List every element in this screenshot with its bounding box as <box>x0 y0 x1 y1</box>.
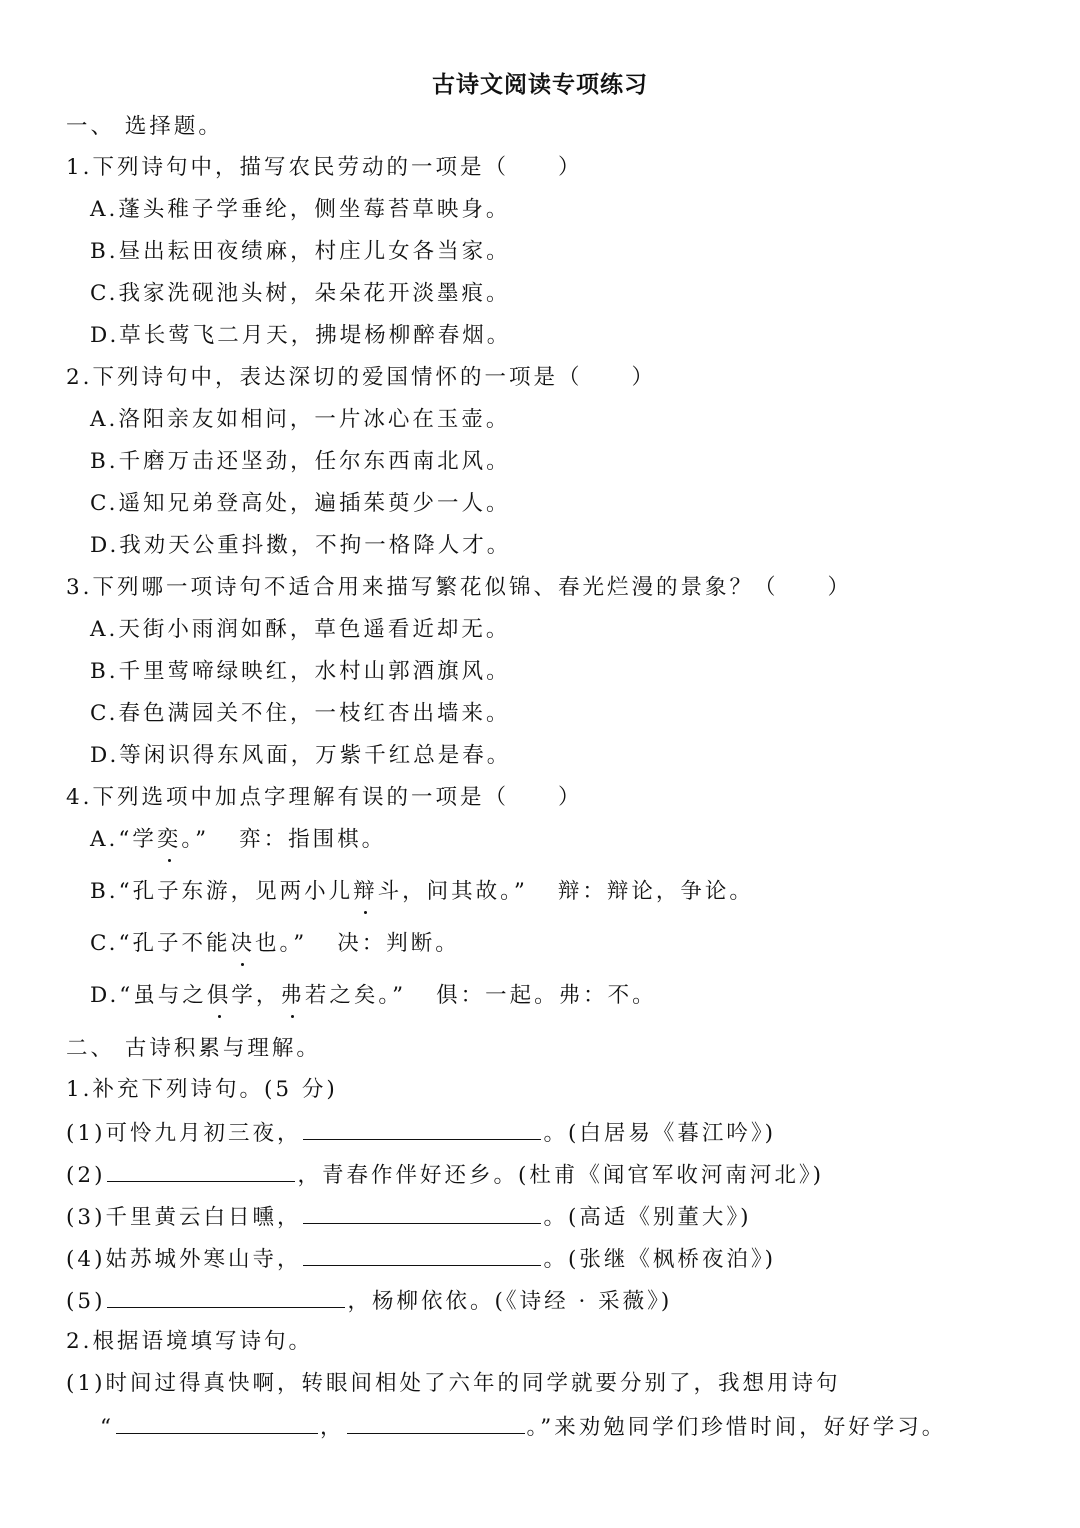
dotted-char: 弗 <box>280 981 305 1011</box>
option-c-explanation: 决：判断。 <box>337 931 460 956</box>
option-text: D.我劝天公重抖擞，不拘一格降人才。 <box>90 533 512 558</box>
fill-item-prefix: (4)姑苏城外寒山寺， <box>66 1247 302 1272</box>
page-title: 古诗文阅读专项练习 <box>432 72 648 98</box>
option-a-explanation: 弈：指围棋。 <box>239 827 387 852</box>
option-text: C.遥知兄弟登高处，遍插茱萸少一人。 <box>90 491 511 516</box>
question-stem: 1.下列诗句中，描写农民劳动的一项是（ ） <box>66 155 583 180</box>
option-text: B.千磨万击还坚劲，任尔东西南北风。 <box>90 449 511 474</box>
dotted-char: 决 <box>231 929 256 959</box>
option-a-quote-start: A.“学 <box>90 827 157 852</box>
option-b <box>90 877 754 907</box>
question-stem: 1.补充下列诗句。(5 分) <box>66 1077 338 1102</box>
fill-item-prefix: (3)千里黄云白日曛， <box>66 1205 302 1230</box>
context-text: (1)时间过得真快啊，转眼间相处了六年的同学就要分别了，我想用诗句 <box>66 1371 841 1396</box>
dotted-char: 奕 <box>157 825 182 855</box>
answer-blank[interactable] <box>116 1411 318 1434</box>
option-d-quote-mid: 学， <box>231 983 281 1008</box>
option-d-quote-start: D.“虽与之 <box>90 983 207 1008</box>
option-text: C.我家洗砚池头树，朵朵花开淡墨痕。 <box>90 281 511 306</box>
question-stem: 2.根据语境填写诗句。 <box>66 1329 314 1354</box>
option-c-quote-start: C.“孔子不能 <box>90 931 231 956</box>
answer-blank[interactable] <box>347 1411 525 1434</box>
option-b-explanation: 辩：辩论，争论。 <box>557 879 754 904</box>
option-b-quote-start: B.“孔子东游，见两小儿 <box>90 879 354 904</box>
context-tail: 。”来劝勉同学们珍惜时间，好好学习。 <box>526 1415 947 1440</box>
answer-blank[interactable] <box>303 1117 541 1140</box>
section-heading: 一、 选择题。 <box>66 114 223 139</box>
option-d-explanation: 俱：一起。弗：不。 <box>436 983 657 1008</box>
section-heading: 二、 古诗积累与理解。 <box>66 1036 321 1061</box>
option-d-quote-end: 若之矣。” <box>304 983 407 1008</box>
question-stem: 4.下列选项中加点字理解有误的一项是（ ） <box>66 785 583 810</box>
open-quote: “ <box>100 1415 114 1440</box>
fill-item <box>66 1117 776 1149</box>
fill-item-prefix: (1)可怜九月初三夜， <box>66 1121 302 1146</box>
option-text: D.等闲识得东风面，万紫千红总是春。 <box>90 743 512 768</box>
context-fill-line <box>100 1411 946 1443</box>
question-stem: 3.下列哪一项诗句不适合用来描写繁花似锦、春光烂漫的景象？（ ） <box>66 575 853 600</box>
option-b-quote-end: 斗，问其故。” <box>377 879 528 904</box>
fill-item-prefix: (5) <box>66 1289 106 1314</box>
option-d <box>90 981 657 1011</box>
option-text: B.昼出耘田夜绩麻，村庄儿女各当家。 <box>90 239 511 264</box>
fill-item <box>66 1159 824 1191</box>
fill-item <box>66 1285 672 1317</box>
comma: ， <box>320 1415 345 1440</box>
fill-item-prefix: (2) <box>66 1163 106 1188</box>
dotted-char: 俱 <box>207 981 232 1011</box>
option-text: A.蓬头稚子学垂纶，侧坐莓苔草映身。 <box>90 197 511 222</box>
answer-blank[interactable] <box>303 1243 541 1266</box>
answer-blank[interactable] <box>107 1159 295 1182</box>
option-text: A.天街小雨润如酥，草色遥看近却无。 <box>90 617 511 642</box>
question-stem: 2.下列诗句中，表达深切的爱国情怀的一项是（ ） <box>66 365 657 390</box>
option-text: D.草长莺飞二月天，拂堤杨柳醉春烟。 <box>90 323 512 348</box>
fill-item <box>66 1201 752 1233</box>
answer-blank[interactable] <box>303 1201 541 1224</box>
answer-blank[interactable] <box>107 1285 345 1308</box>
option-a-quote-end: 。” <box>181 827 210 852</box>
fill-item-source: ，杨柳依依。(《诗经 · 采薇》) <box>347 1289 673 1314</box>
fill-item-source: 。(高适《别董大》) <box>543 1205 752 1230</box>
option-text: C.春色满园关不住，一枝红杏出墙来。 <box>90 701 511 726</box>
fill-item-source: 。(张继《枫桥夜泊》) <box>543 1247 776 1272</box>
option-a <box>90 825 386 855</box>
option-c-quote-end: 也。” <box>255 931 308 956</box>
fill-item <box>66 1243 776 1275</box>
option-text: B.千里莺啼绿映红，水村山郭酒旗风。 <box>90 659 511 684</box>
dotted-char: 辩 <box>353 877 378 907</box>
option-text: A.洛阳亲友如相问，一片冰心在玉壶。 <box>90 407 511 432</box>
option-c <box>90 929 460 959</box>
fill-item-source: 。(白居易《暮江吟》) <box>543 1121 776 1146</box>
fill-item-source: ，青春作伴好还乡。(杜甫《闻官军收河南河北》) <box>297 1163 824 1188</box>
